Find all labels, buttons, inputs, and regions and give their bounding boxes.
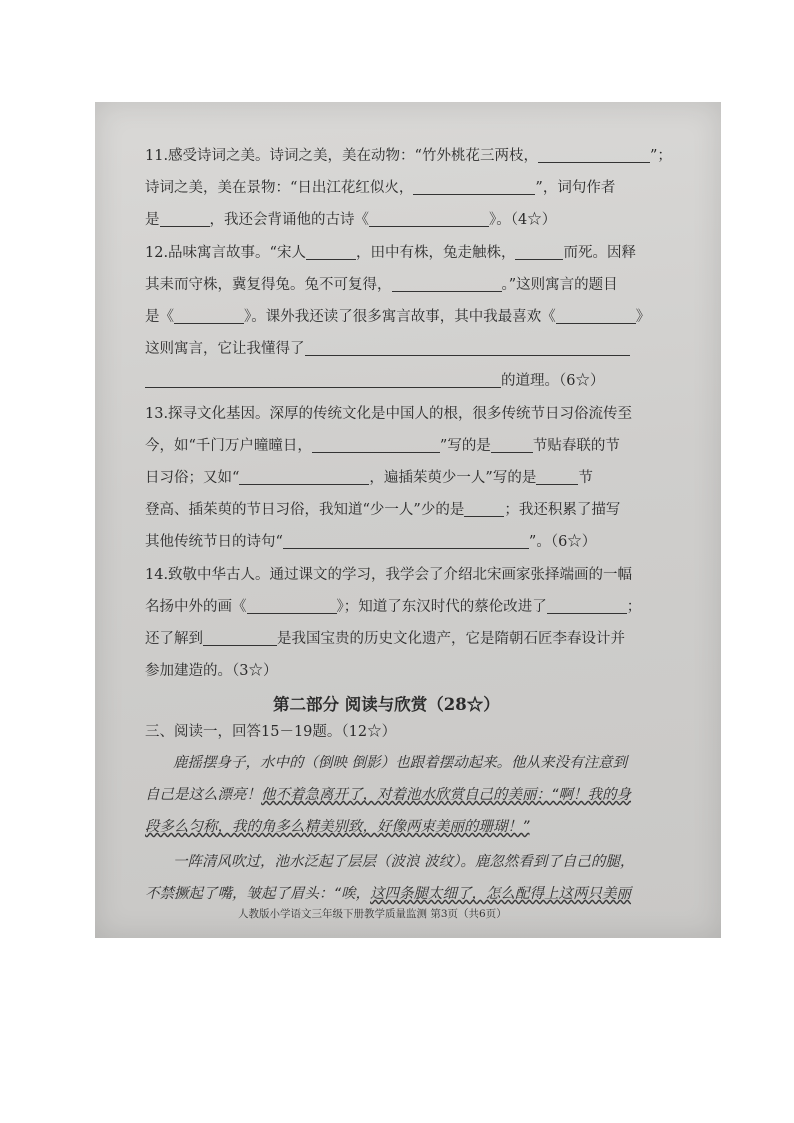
answer-blank[interactable] xyxy=(515,245,563,261)
q13-text: 节 xyxy=(578,470,593,486)
q13-line-5 xyxy=(145,530,596,551)
answer-blank[interactable] xyxy=(283,534,529,550)
q14-text: 名扬中外的画《 xyxy=(145,599,247,615)
q12-line-2 xyxy=(145,273,618,294)
answer-blank[interactable] xyxy=(547,599,627,615)
q13-text: ”。（6☆） xyxy=(528,534,597,550)
q11-line-3 xyxy=(145,208,556,229)
answer-blank[interactable] xyxy=(247,599,337,615)
q14-text: 是我国宝贵的历史文化遗产，它是隋朝石匠李春设计并 xyxy=(277,631,625,647)
answer-blank[interactable] xyxy=(239,470,369,486)
answer-blank[interactable] xyxy=(491,438,533,454)
answer-blank[interactable] xyxy=(145,373,501,389)
q11-text: ，我还会背诵他的古诗《 xyxy=(209,212,369,228)
q14-line-4 xyxy=(145,659,277,680)
q12-text: 。”这则寓言的题目 xyxy=(501,277,618,293)
q13-text: 日习俗；又如“ xyxy=(145,470,240,486)
q12-text: 其耒而守株，冀复得兔。兔不可复得， xyxy=(145,277,392,293)
answer-blank[interactable] xyxy=(306,245,356,261)
reading-line-5 xyxy=(145,882,631,903)
section3-heading: 三、阅读一，回答15－19题。（12☆） xyxy=(145,724,397,740)
q12-text: ，田中有株，兔走触株， xyxy=(355,245,516,261)
reading-text: 不禁撅起了嘴，皱起了眉头：“唉， xyxy=(145,886,371,902)
page-footer: 人教版小学语文三年级下册教学质量监测 第3页（共6页） xyxy=(238,908,507,920)
q11-text: ”，词句作者 xyxy=(535,180,616,196)
answer-blank[interactable] xyxy=(464,502,504,518)
answer-blank[interactable] xyxy=(536,470,578,486)
q13-line-2 xyxy=(145,434,620,455)
answer-blank[interactable] xyxy=(203,631,277,647)
q13-text: 其他传统节日的诗句“ xyxy=(145,534,283,550)
q14-text: 14.致敬中华古人。通过课文的学习，我学会了介绍北宋画家张择端画的一幅 xyxy=(145,567,633,583)
q12-text: 》 xyxy=(635,309,651,325)
answer-blank[interactable] xyxy=(392,277,502,293)
reading-line-4: 一阵清风吹过，池水泛起了层层（波浪 波纹）。鹿忽然看到了自己的腿， xyxy=(173,854,635,870)
answer-blank[interactable] xyxy=(160,212,210,228)
answer-blank[interactable] xyxy=(174,309,244,325)
answer-blank[interactable] xyxy=(312,438,440,454)
answer-blank[interactable] xyxy=(556,309,636,325)
q14-line-3 xyxy=(145,627,625,648)
reading-underlined-text: 这四条腿太细了，怎么配得上这两只美丽 xyxy=(370,886,632,902)
q12-line-4 xyxy=(145,337,630,358)
q11-text: ”； xyxy=(649,148,672,164)
q13-text: 13.探寻文化基因。深厚的传统文化是中国人的根，很多传统节日习俗流传至 xyxy=(145,406,633,422)
q12-text: 是《 xyxy=(145,309,174,325)
answer-blank[interactable] xyxy=(413,180,535,196)
q13-text: 今，如“千门万户曈曈日， xyxy=(145,438,312,454)
q14-line-1 xyxy=(145,563,632,584)
q11-line-2 xyxy=(145,176,615,197)
q14-line-2 xyxy=(145,595,641,616)
q11-text: 11.感受诗词之美。诗词之美，美在动物：“竹外桃花三两枝， xyxy=(145,148,538,164)
q13-line-4 xyxy=(145,498,620,519)
q13-text: ，遍插茱萸少一人”写的是 xyxy=(369,470,537,486)
part2-title: 第二部分 阅读与欣赏（28☆） xyxy=(273,695,500,714)
q14-text: 还了解到 xyxy=(145,631,203,647)
q12-line-3 xyxy=(145,305,650,326)
reading-underlined-text: 他不着急离开了，对着池水欣赏自己的美丽：“啊！我的身 xyxy=(261,787,632,803)
q11-text: 》。（4☆） xyxy=(489,212,557,228)
q12-line-5 xyxy=(145,369,604,390)
q14-text: 参加建造的。（3☆） xyxy=(145,663,278,679)
q13-text: 登高、插茱萸的节日习俗，我知道“少一人”少的是 xyxy=(145,502,465,518)
reading-line-1: 鹿摇摆身子，水中的（倒映 倒影）也跟着摆动起来。他从来没有注意到 xyxy=(173,755,628,771)
q13-text: 节贴春联的节 xyxy=(532,438,620,454)
q11-line-1 xyxy=(145,144,672,165)
q11-text: 是 xyxy=(145,212,160,228)
q13-text: ”写的是 xyxy=(439,438,491,454)
q13-text: ；我还积累了描写 xyxy=(504,502,621,518)
q14-text: 》；知道了东汉时代的蔡伦改进了 xyxy=(336,599,547,615)
answer-blank[interactable] xyxy=(538,148,650,164)
answer-blank[interactable] xyxy=(369,212,489,228)
q13-line-3 xyxy=(145,466,593,487)
reading-text: 自己是这么漂亮！ xyxy=(145,787,261,803)
q12-line-1 xyxy=(145,241,636,262)
reading-line-2 xyxy=(145,783,631,804)
q12-text: 》。课外我还读了很多寓言故事，其中我最喜欢《 xyxy=(244,309,556,325)
answer-blank[interactable] xyxy=(305,341,630,357)
q12-text: 的道理。（6☆） xyxy=(501,373,605,389)
q12-text: 而死。因释 xyxy=(563,245,636,261)
q12-text: 12.品味寓言故事。“宋人 xyxy=(145,245,306,261)
q14-text: ； xyxy=(626,599,642,615)
q11-text: 诗词之美，美在景物：“日出江花红似火， xyxy=(145,180,414,196)
exam-paper xyxy=(95,102,721,938)
q13-line-1 xyxy=(145,402,632,423)
reading-line-3: 段多么匀称，我的角多么精美别致，好像两束美丽的珊瑚！” xyxy=(145,819,530,835)
q12-text: 这则寓言，它让我懂得了 xyxy=(145,341,305,357)
